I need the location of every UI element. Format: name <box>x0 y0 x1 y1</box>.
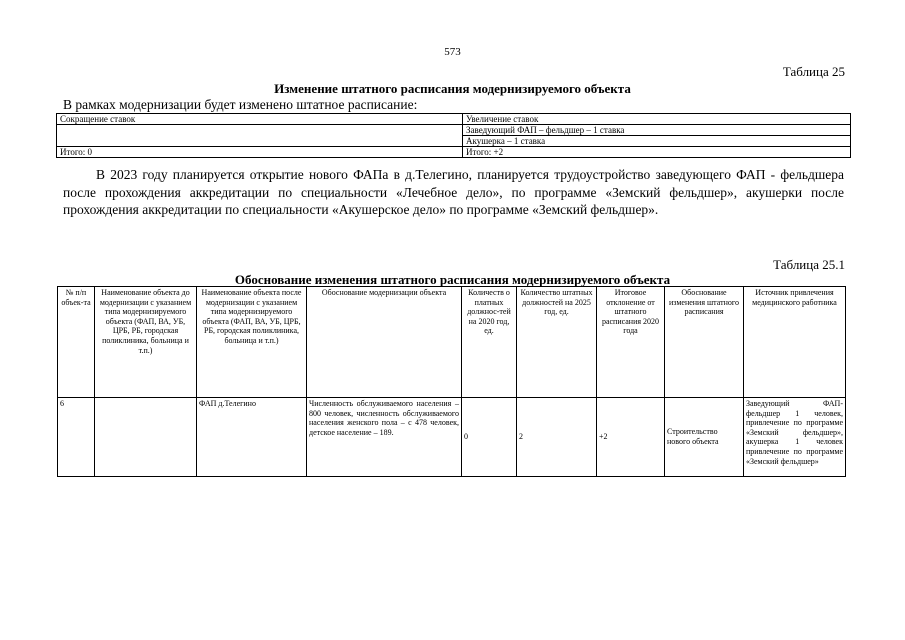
col-header-justification: Обоснование модернизации объекта <box>307 287 462 398</box>
table-25-1-label: Таблица 25.1 <box>773 257 845 272</box>
col-header-change-reason: Обоснование изменения штатного расписания <box>665 287 744 398</box>
table-row <box>58 398 846 477</box>
total-reduction: Итого: 0 <box>57 147 463 158</box>
table-row <box>57 125 851 136</box>
cell-deviation: +2 <box>597 398 665 477</box>
col-header-deviation: Итоговое отклонение от штатного расписания 2020 года <box>597 287 665 398</box>
cell-change-reason: Строительство нового объекта <box>665 398 744 477</box>
col-header-after: Наименование объекта после модернизации с указанием типа модернизируемого объекта (ФАП, ВА, УБ, ЦРБ, РБ, городская поликлиника, больница и т.п.) <box>197 287 307 398</box>
empty-cell <box>57 125 463 136</box>
table-25-1-title: Обоснование изменения штатного расписания модернизируемого объекта <box>234 272 671 287</box>
header-reduction: Сокращение ставок <box>57 114 463 125</box>
table-25-label: Таблица 25 <box>782 64 845 79</box>
header-increase: Увеличение ставок <box>463 114 851 125</box>
cell-source: Заведующий ФАП-фельдшер 1 человек, привлечение по программе «Земский фельдшер», акушерка 1 человек привлечение по программе «Земский фельдшер» <box>744 398 846 477</box>
table-row <box>57 114 851 125</box>
col-header-count-2025: Количество штатных должностей на 2025 год, ед. <box>517 287 597 398</box>
cell-count-2025: 2 <box>517 398 597 477</box>
table-row <box>57 136 851 147</box>
table-25-title: Изменение штатного расписания модернизируемого объекта <box>274 81 631 96</box>
empty-cell <box>57 136 463 147</box>
table-25 <box>56 113 851 158</box>
increase-item: Заведующий ФАП – фельдшер – 1 ставка <box>463 125 851 136</box>
table-header-row <box>58 287 846 398</box>
cell-before <box>95 398 197 477</box>
increase-item: Акушерка – 1 ставка <box>463 136 851 147</box>
body-paragraph: В 2023 году планируется открытие нового ФАПа в д.Телегино, планируется трудоустройство заведующего ФАП - фельдшера после прохождения аккредитации по специальности «Лечебное дело», по программе «Земский фельдшер», акушерки после прохождения аккредитации по специальности «Акушерское дело» по программе «Земский фельдшер». <box>63 167 844 217</box>
col-header-before: Наименование объекта до модернизации с указанием типа модернизируемого объекта (ФАП, ВА, УБ, ЦРБ, РБ, городская поликлиника, больница и т.п.) <box>95 287 197 398</box>
table-row <box>57 147 851 158</box>
cell-count-2020: 0 <box>462 398 517 477</box>
cell-justification: Численность обслуживаемого населения – 800 человек, численность обслуживаемого населения женского пола – с 478 человек, детское население – 189. <box>307 398 462 477</box>
table-25-1 <box>57 286 846 477</box>
table-25-intro: В рамках модернизации будет изменено штатное расписание: <box>63 97 418 112</box>
cell-num: 6 <box>58 398 95 477</box>
total-increase: Итого: +2 <box>463 147 851 158</box>
col-header-num: № п/п объек-та <box>58 287 95 398</box>
page-number: 573 <box>444 46 461 58</box>
cell-after: ФАП д.Телегино <box>197 398 307 477</box>
col-header-count-2020: Количеств о платных должнос-тей на 2020 год, ед. <box>462 287 517 398</box>
col-header-source: Источник привлечения медицинского работника <box>744 287 846 398</box>
